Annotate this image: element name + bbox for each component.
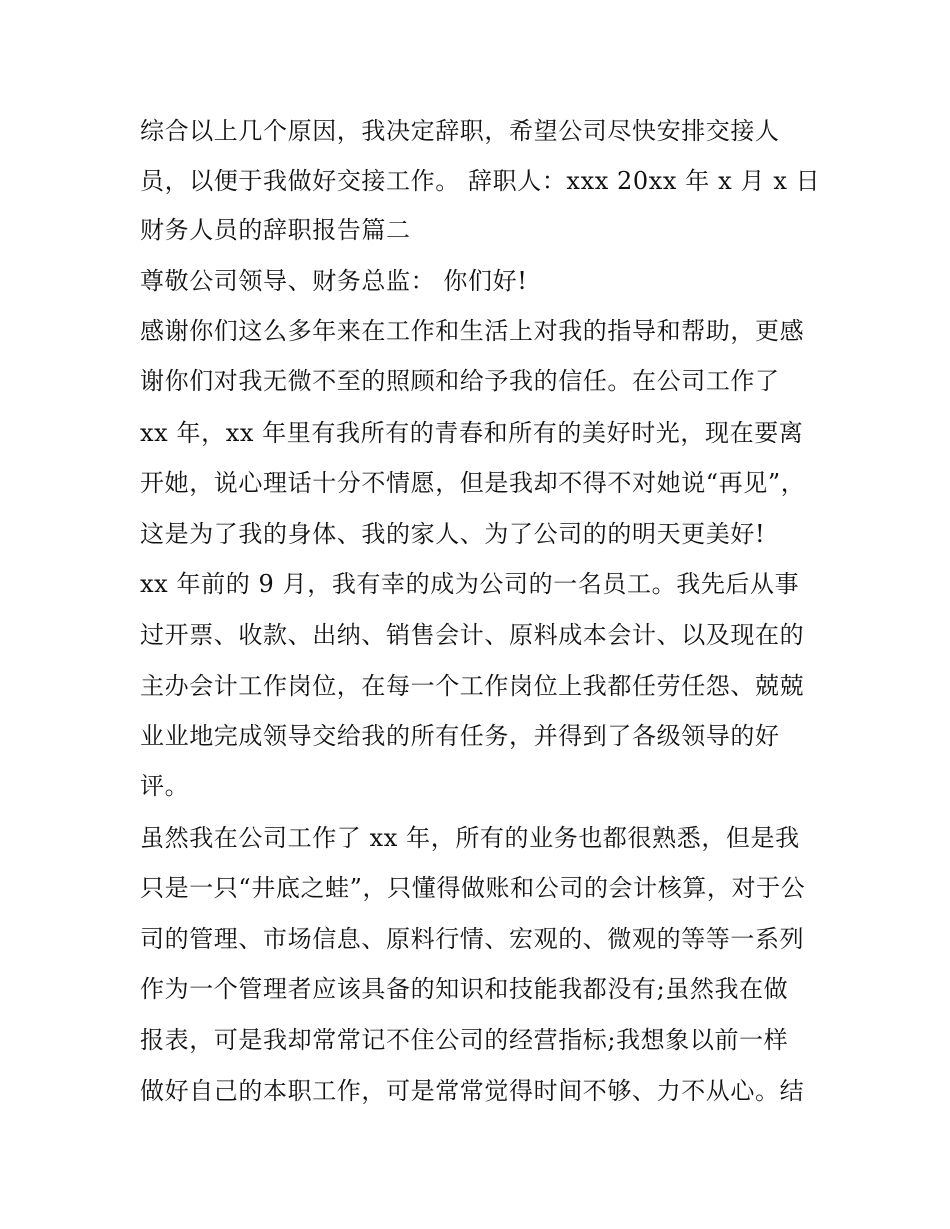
text-line: 报表，可是我却常常记不住公司的经营指标;我想象以前一样 <box>140 1026 789 1054</box>
text-line: 过开票、收款、出纳、销售会计、原料成本会计、以及现在的 <box>140 621 805 649</box>
text-line: 这是为了我的身体、我的家人、为了公司的的明天更美好! <box>140 520 766 548</box>
text-line: 评。 <box>140 772 190 800</box>
section-heading: 财务人员的辞职报告篇二 <box>140 216 411 244</box>
text-line: 主办会计工作岗位，在每一个工作岗位上我都任劳任怨、兢兢 <box>140 672 805 700</box>
text-line: 虽然我在公司工作了 xx 年，所有的业务也都很熟悉，但是我 <box>140 824 800 852</box>
text-line: 开她，说心理话十分不情愿，但是我却不得不对她说“再见”， <box>140 469 806 497</box>
text-line: 综合以上几个原因，我决定辞职，希望公司尽快安排交接人 <box>140 117 780 145</box>
text-line: 只是一只“井底之蛙”，只懂得做账和公司的会计核算，对于公 <box>140 874 806 902</box>
text-line: xx 年，xx 年里有我所有的青春和所有的美好时光，现在要离 <box>140 419 804 447</box>
text-line: 员，以便于我做好交接工作。 辞职人：xxx 20xx 年 x 月 x 日 <box>140 167 821 195</box>
text-line: 谢你们对我无微不至的照顾和给予我的信任。在公司工作了 <box>140 367 780 395</box>
text-line: 业业地完成领导交给我的所有任务，并得到了各级领导的好 <box>140 722 780 750</box>
text-line: 做好自己的本职工作，可是常常觉得时间不够、力不从心。结 <box>140 1077 805 1105</box>
salutation-line: 尊敬公司领导、财务总监： 你们好! <box>140 267 528 295</box>
text-line: 司的管理、市场信息、原料行情、宏观的、微观的等等一系列 <box>140 925 805 953</box>
text-line: 作为一个管理者应该具备的知识和技能我都没有;虽然我在做 <box>140 975 789 1003</box>
text-line: xx 年前的 9 月，我有幸的成为公司的一名员工。我先后从事 <box>140 570 800 598</box>
text-line: 感谢你们这么多年来在工作和生活上对我的指导和帮助，更感 <box>140 317 805 345</box>
